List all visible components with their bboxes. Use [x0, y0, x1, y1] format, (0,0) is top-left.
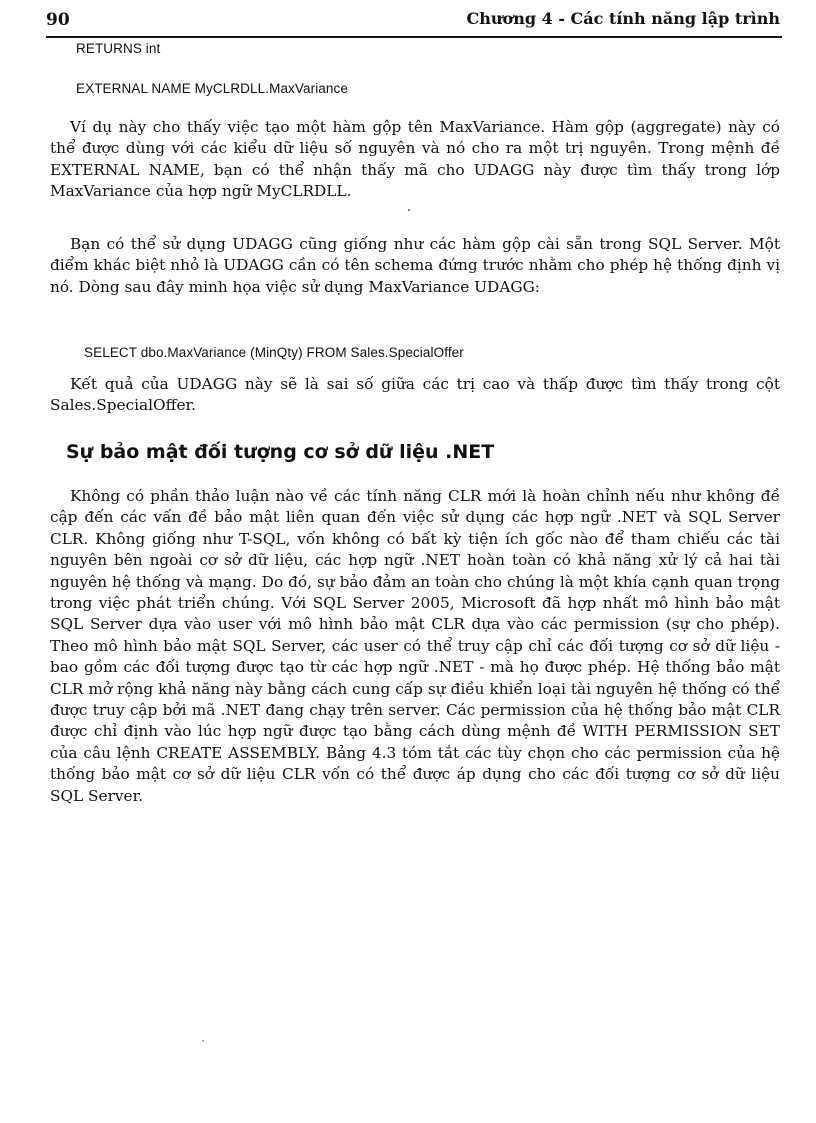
page-number: 90: [46, 10, 70, 30]
paragraph-clr-security: Không có phần thảo luận nào về các tính năng CLR mới là hoàn chỉnh nếu như không đề cập đến các vấn đề bảo mật liên quan đến việc sử dụng các hợp ngữ .NET và SQL Server CLR. Không giống như T-SQL, vốn không có bất kỳ tiện ích gốc nào để tham chiếu các tài nguyên bên ngoài cơ sở dữ liệu, các hợp ngữ .NET hoàn toàn có khả năng xử lý cả hai tài nguyên hệ thống và mạng. Do đó, sự bảo đảm an toàn cho chúng là một khía cạnh quan trọng trong việc phát triển chúng. Với SQL Server 2005, Microsoft đã hợp nhất mô hình bảo mật SQL Server dựa vào user với mô hình bảo mật CLR dựa vào các permission (sự cho phép). Theo mô hình bảo mật SQL Server, các user có thể truy cập chỉ các đối tượng cơ sở dữ liệu - bao gồm các đối tượng được tạo từ các hợp ngữ .NET - mà họ được phép. Hệ thống bảo mật CLR mở rộng khả năng này bằng cách cung cấp sự điều khiển loại tài nguyên hệ thống có thể được truy cập bởi mã .NET đang chạy trên server. Các permission của hệ thống bảo mật CLR được chỉ định vào lúc hợp ngữ được tạo bằng cách dùng mệnh đề WITH PERMISSION SET của câu lệnh CREATE ASSEMBLY. Bảng 4.3 tóm tắt các tùy chọn cho các permission của hệ thống bảo mật cơ sở dữ liệu CLR vốn có thể được áp dụng cho các đối tượng cơ sở dữ liệu SQL Server.: [50, 487, 780, 805]
paragraph-udagg-result: Kết quả của UDAGG này sẽ là sai số giữa các trị cao và thấp được tìm thấy trong cột Sales.SpecialOffer.: [50, 375, 780, 415]
scan-speck: [408, 209, 410, 211]
code-line-select: SELECT dbo.MaxVariance (MinQty) FROM Sales.SpecialOffer: [84, 345, 464, 360]
section-heading: Sự bảo mật đối tượng cơ sở dữ liệu .NET: [66, 441, 495, 463]
code-line-returns: RETURNS int: [76, 41, 161, 56]
paragraph-udagg-usage: Bạn có thể sử dụng UDAGG cũng giống như các hàm gộp cài sẵn trong SQL Server. Một điểm khác biệt nhỏ là UDAGG cần có tên schema đứng trước nhằm cho phép hệ thống định vị nó. Dòng sau đây minh họa việc sử dụng MaxVariance UDAGG:: [50, 235, 780, 296]
scan-speck-bottom: [202, 1040, 204, 1042]
paragraph-udagg-intro: Ví dụ này cho thấy việc tạo một hàm gộp tên MaxVariance. Hàm gộp (aggregate) này có thể được dùng với các kiểu dữ liệu số nguyên và nó cho ra một trị nguyên. Trong mệnh đề EXTERNAL NAME, bạn có thể nhận thấy mã cho UDAGG này được tìm thấy trong lớp MaxVariance của hợp ngữ MyCLRDLL.: [50, 118, 780, 201]
chapter-title: Chương 4 - Các tính năng lập trình: [466, 9, 780, 28]
page-header: [46, 6, 782, 38]
code-line-external-name: EXTERNAL NAME MyCLRDLL.MaxVariance: [76, 81, 348, 96]
